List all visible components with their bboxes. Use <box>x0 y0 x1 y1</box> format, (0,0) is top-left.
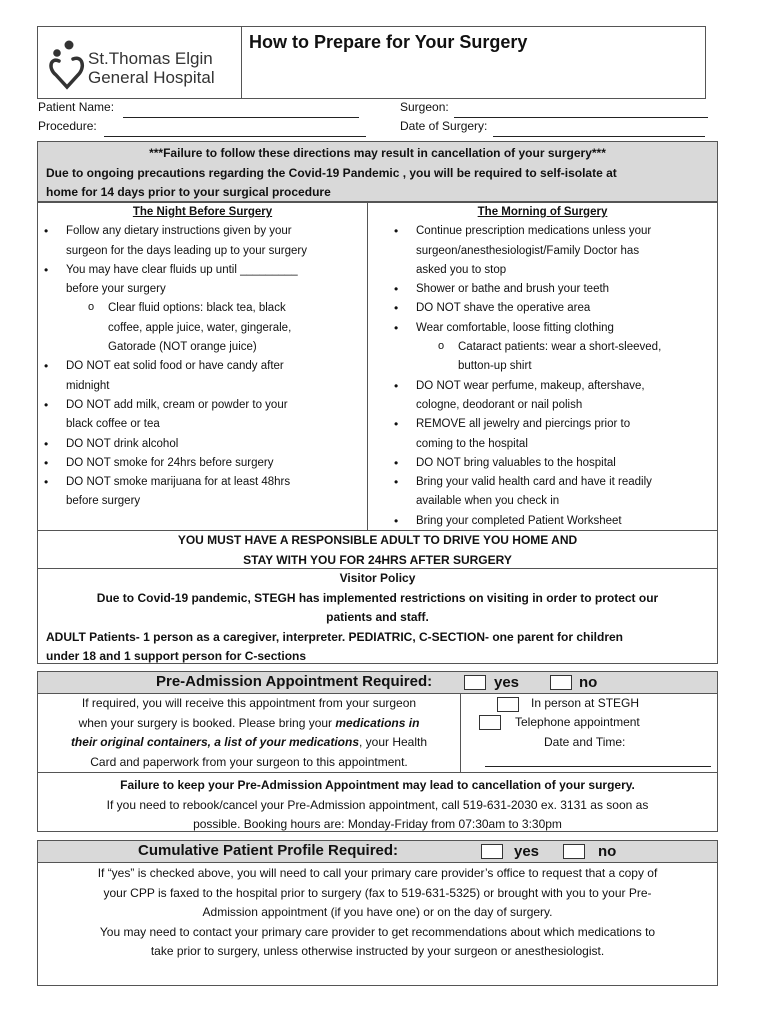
morning-of-heading: The Morning of Surgery <box>477 206 608 218</box>
list-item: • REMOVE all jewelry and piercings prior to coming to the hospital <box>388 415 717 454</box>
visitor-policy-line-2: patients and staff. <box>326 610 429 624</box>
responsible-adult-line-1: YOU MUST HAVE A RESPONSIBLE ADULT TO DRIVE YOU HOME AND <box>177 533 578 547</box>
cpp-line-3: Admission appointment (if you have one) or on the day of surgery. <box>202 905 553 919</box>
list-item: • Shower or bathe and brush your teeth <box>388 280 717 299</box>
pre-admission-line-3: their original containers, a list of your medications, your Health <box>70 735 428 749</box>
patient-name-label: Patient Name: <box>38 100 115 114</box>
pre-admission-line-2: when your surgery is booked. Please bring your medications in <box>78 715 420 730</box>
visitor-policy-heading: Visitor Policy <box>339 571 416 585</box>
list-item: o Clear fluid options: black tea, black coffee, apple juice, water, gingerale, Gatorade (NOT orange juice) <box>38 299 367 357</box>
visitor-policy-box <box>37 568 718 664</box>
pre-admission-heading: Pre-Admission Appointment Required: <box>156 673 433 690</box>
warning-line-2: Due to ongoing precautions regarding the Covid-19 Pandemic , you will be required to self-isolate at <box>46 165 617 180</box>
surgeon-field[interactable] <box>400 98 708 118</box>
cpp-line-1: If “yes” is checked above, you will need to call your primary care provider’s office to request that a copy of <box>97 866 658 880</box>
header-logo-box <box>37 26 242 99</box>
pre-admission-no-label: no <box>579 674 598 691</box>
page-title: How to Prepare for Your Surgery <box>249 32 528 52</box>
list-item: o Cataract patients: wear a short-sleeved, button-up shirt <box>388 338 717 377</box>
pre-admission-line-1: If required, you will receive this appointment from your surgeon <box>81 696 417 710</box>
logo-line-1: St.Thomas Elgin <box>88 49 213 68</box>
list-item: • DO NOT drink alcohol <box>38 435 367 454</box>
cpp-no-label: no <box>598 843 617 860</box>
patient-name-line <box>123 105 359 118</box>
warning-line-3: home for 14 days prior to your surgical procedure <box>46 185 331 199</box>
cpp-yes-checkbox[interactable] <box>481 844 503 859</box>
visitor-policy-line-4: under 18 and 1 support person for C-sections <box>46 649 307 663</box>
cpp-header <box>37 840 718 863</box>
list-item: • You may have clear fluids up until _________ before your surgery <box>38 261 367 300</box>
list-item: • DO NOT smoke for 24hrs before surgery <box>38 454 367 473</box>
procedure-label: Procedure: <box>38 119 97 133</box>
night-before-column <box>37 201 368 531</box>
list-item: • DO NOT wear perfume, makeup, aftershave, cologne, deodorant or nail polish <box>388 377 717 416</box>
warning-box <box>37 141 718 203</box>
date-time-line[interactable] <box>485 766 711 767</box>
telephone-checkbox[interactable] <box>479 715 501 730</box>
header-title-box <box>241 26 706 99</box>
list-item: • Wear comfortable, loose fitting clothing <box>388 319 717 338</box>
logo-line-2: General Hospital <box>88 68 215 87</box>
cpp-no-checkbox[interactable] <box>563 844 585 859</box>
procedure-field[interactable] <box>38 117 366 137</box>
list-item: • DO NOT bring valuables to the hospital <box>388 454 717 473</box>
responsible-adult-box <box>37 530 718 569</box>
list-item: • DO NOT add milk, cream or powder to your black coffee or tea <box>38 396 367 435</box>
list-item: • DO NOT shave the operative area <box>388 299 717 318</box>
in-person-checkbox[interactable] <box>497 697 519 712</box>
warning-line-1: ***Failure to follow these directions may result in cancellation of your surgery*** <box>149 146 606 160</box>
list-item: • Follow any dietary instructions given by your surgeon for the days leading up to your surgery <box>38 222 367 261</box>
morning-of-column <box>367 201 718 531</box>
date-of-surgery-line <box>493 124 705 137</box>
list-item: • DO NOT eat solid food or have candy after midnight <box>38 357 367 396</box>
pre-admission-fail-text: Failure to keep your Pre-Admission Appointment may lead to cancellation of your surgery. <box>120 778 635 792</box>
patient-name-field[interactable] <box>38 98 359 118</box>
cpp-yes-label: yes <box>514 843 540 860</box>
list-item: • Bring your valid health card and have it readily available when you check in <box>388 473 717 512</box>
morning-of-list <box>388 222 717 531</box>
list-item: • DO NOT smoke marijuana for at least 48hrs before surgery <box>38 473 367 512</box>
procedure-line <box>104 124 366 137</box>
night-before-list <box>38 222 367 511</box>
pre-admission-header <box>37 671 718 694</box>
cpp-line-2: your CPP is faxed to the hospital prior to surgery (fax to 519-631-5325) or brought with you to your Pre- <box>103 885 652 900</box>
pre-admission-info <box>37 693 461 773</box>
visitor-policy-line-1: Due to Covid-19 pandemic, STEGH has implemented restrictions on visiting in order to protect our <box>96 590 659 605</box>
pre-admission-options <box>460 693 718 773</box>
responsible-adult-line-2: STAY WITH YOU FOR 24HRS AFTER SURGERY <box>243 552 512 567</box>
night-before-heading: The Night Before Surgery <box>132 206 273 218</box>
rebook-line-1: If you need to rebook/cancel your Pre-Admission appointment, call 519-631-2030 ex. 3131 as soon as <box>106 797 649 812</box>
surgeon-label: Surgeon: <box>400 100 449 114</box>
pre-admission-yes-label: yes <box>494 674 520 691</box>
cpp-line-4: You may need to contact your primary care provider to get recommendations about which medications to <box>99 924 656 939</box>
pre-admission-yes-checkbox[interactable] <box>464 675 486 690</box>
cpp-line-5: take prior to surgery, unless otherwise instructed by your surgeon or anesthesiologist. <box>150 944 605 958</box>
telephone-label: Telephone appointment <box>515 715 640 729</box>
hospital-logo-icon <box>46 39 88 91</box>
pre-admission-footer <box>37 772 718 832</box>
list-item: • Continue prescription medications unless your surgeon/anesthesiologist/Family Doctor has asked you to stop <box>388 222 717 280</box>
pre-admission-line-4: Card and paperwork from your surgeon to this appointment. <box>90 754 408 769</box>
list-item: • Bring your completed Patient Worksheet <box>388 512 717 531</box>
date-of-surgery-label: Date of Surgery: <box>400 119 488 133</box>
surgeon-line <box>454 105 708 118</box>
cpp-heading: Cumulative Patient Profile Required: <box>138 842 399 859</box>
rebook-line-2: possible. Booking hours are: Monday-Friday from 07:30am to 3:30pm <box>193 817 562 831</box>
in-person-label: In person at STEGH <box>531 696 640 710</box>
cpp-body <box>37 862 718 986</box>
pre-admission-no-checkbox[interactable] <box>550 675 572 690</box>
date-of-surgery-field[interactable] <box>400 117 705 137</box>
visitor-policy-line-3: ADULT Patients- 1 person as a caregiver, interpreter. PEDIATRIC, C-SECTION- one parent for children <box>46 629 624 644</box>
date-time-label: Date and Time: <box>544 735 626 749</box>
